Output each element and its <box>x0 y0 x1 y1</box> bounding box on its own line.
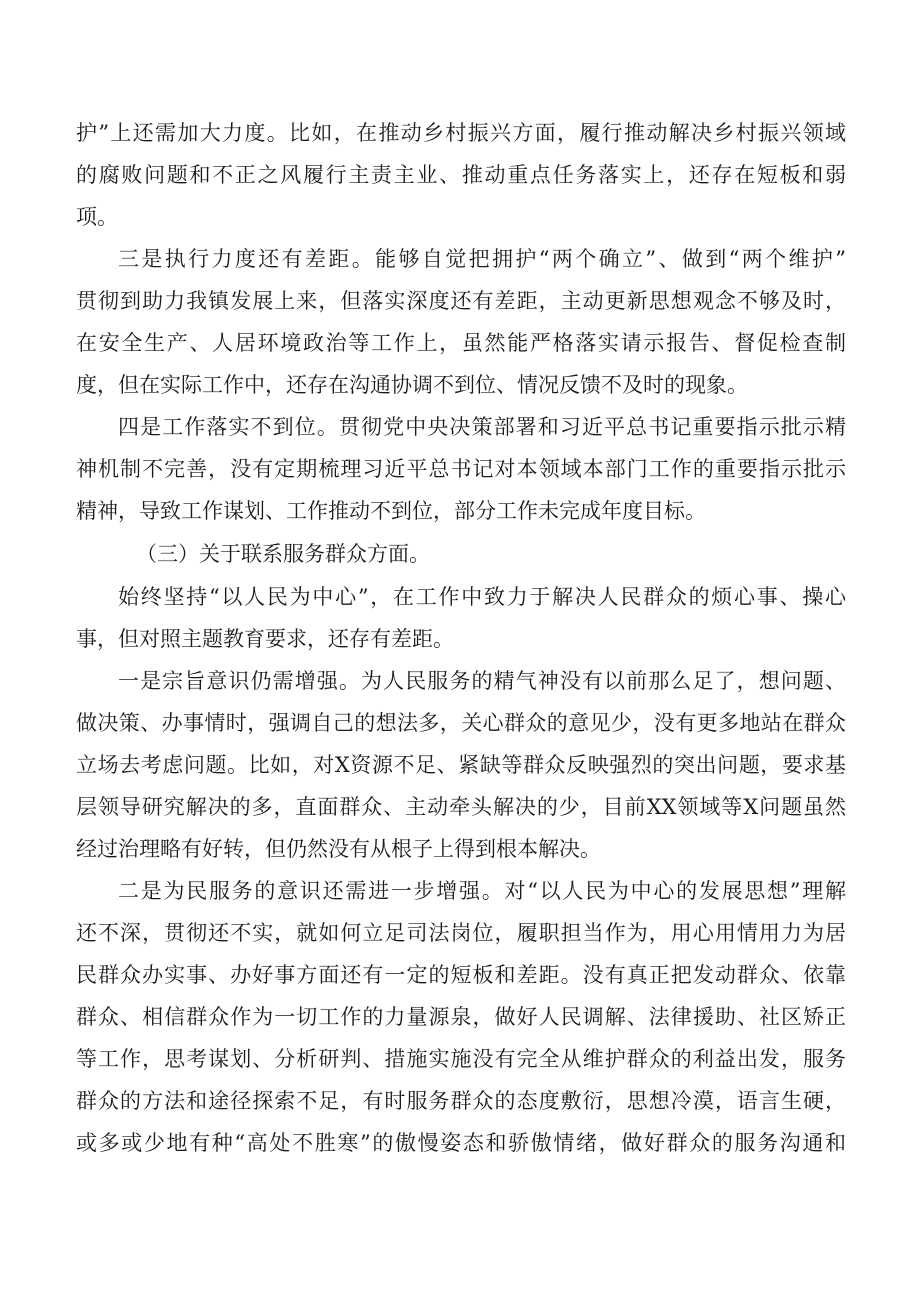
text-line: 一是宗旨意识仍需增强。为人民服务的精气神没有以前那么足了，想问题、 <box>118 669 846 693</box>
text-line: 或多或少地有种“高处不胜寒”的傲慢姿态和骄傲情绪，做好群众的服务沟通和 <box>76 1131 846 1155</box>
text-line: 的腐败问题和不正之风履行主责主业、推动重点任务落实上，还存在短板和弱 <box>76 163 846 187</box>
text-line: 贯彻到助力我镇发展上来，但落实深度还有差距，主动更新思想观念不够及时， <box>76 289 846 313</box>
text-line: 做决策、办事情时，强调自己的想法多，关心群众的意见少，没有更多地站在群众 <box>76 711 846 735</box>
text-line: 精神，导致工作谋划、工作推动不到位，部分工作未完成年度目标。 <box>76 499 706 523</box>
text-line: 始终坚持“以人民为中心”，在工作中致力于解决人民群众的烦心事、操心 <box>118 585 846 609</box>
text-line: 还不深，贯彻还不实，就如何立足司法岗位，履职担当作为，用心用情用力为居 <box>76 921 846 945</box>
text-line: 二是为民服务的意识还需进一步增强。对“以人民为中心的发展思想”理解 <box>118 879 846 903</box>
text-line: 护”上还需加大力度。比如，在推动乡村振兴方面，履行推动解决乡村振兴领域 <box>76 121 846 145</box>
text-line: 在安全生产、人居环境政治等工作上，虽然能严格落实请示报告、督促检查制 <box>76 331 846 355</box>
text-line: 事，但对照主题教育要求，还存有差距。 <box>76 627 454 651</box>
text-line: 等工作，思考谋划、分析研判、措施实施没有完全从维护群众的利益出发，服务 <box>76 1047 846 1071</box>
text-line: 立场去考虑问题。比如，对X资源不足、紧缺等群众反映强烈的突出问题，要求基 <box>76 753 846 777</box>
text-line: 四是工作落实不到位。贯彻党中央决策部署和习近平总书记重要指示批示精 <box>118 415 846 439</box>
text-line: 民群众办实事、办好事方面还有一定的短板和差距。没有真正把发动群众、依靠 <box>76 963 846 987</box>
text-line: 群众、相信群众作为一切工作的力量源泉，做好人民调解、法律援助、社区矫正 <box>76 1005 846 1029</box>
text-line: 经过治理略有好转，但仍然没有从根子上得到根本解决。 <box>76 837 601 861</box>
section-heading: （三）关于联系服务群众方面。 <box>136 542 430 566</box>
text-line: 度，但在实际工作中，还存在沟通协调不到位、情况反馈不及时的现象。 <box>76 373 748 397</box>
text-line: 项。 <box>76 205 118 229</box>
text-line: 层领导研究解决的多，直面群众、主动牵头解决的少，目前XX领域等X问题虽然 <box>76 795 846 819</box>
text-line: 群众的方法和途径探索不足，有时服务群众的态度敷衍，思想冷漠，语言生硬， <box>76 1089 846 1113</box>
text-line: 三是执行力度还有差距。能够自觉把拥护“两个确立”、做到“两个维护” <box>118 247 846 271</box>
text-line: 神机制不完善，没有定期梳理习近平总书记对本领域本部门工作的重要指示批示 <box>76 457 846 481</box>
